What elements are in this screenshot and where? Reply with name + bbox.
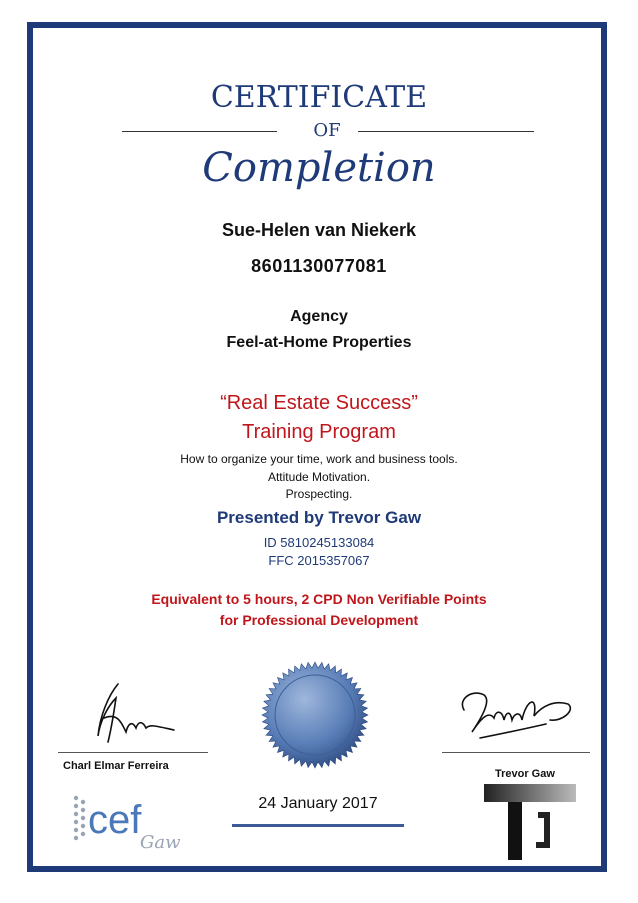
signature-right <box>450 680 580 750</box>
tj-logo <box>484 784 576 860</box>
agency-name: Feel-at-Home Properties <box>226 334 412 351</box>
cef-logo <box>70 788 190 853</box>
completion-title: Completion <box>202 145 436 191</box>
signatory-right-name: Trevor Gaw <box>495 768 555 780</box>
course-title: “Real Estate Success” <box>220 392 418 414</box>
description-line: How to organize your time, work and business tools. <box>180 452 458 466</box>
description-line: Attitude Motivation. <box>267 470 371 484</box>
divider-left <box>122 131 277 132</box>
certificate-title: CERTIFICATE <box>210 80 428 115</box>
date-underline <box>232 824 404 827</box>
signature-line-left <box>58 752 208 753</box>
signatory-left-name: Charl Elmar Ferreira <box>63 760 169 772</box>
presented-by: Presented by Trevor Gaw <box>216 508 422 527</box>
cpd-statement-2: for Professional Development <box>219 612 419 628</box>
description-line: Prospecting. <box>285 487 353 501</box>
agency-label: Agency <box>290 308 348 325</box>
recipient-name: Sue-Helen van Niekerk <box>221 220 417 240</box>
cpd-statement: Equivalent to 5 hours, 2 CPD Non Verifiable Points <box>151 591 487 607</box>
recipient-id: 8601130077081 <box>251 256 387 276</box>
signature-line-right <box>442 752 590 753</box>
seal-icon <box>260 660 370 770</box>
tj-logo-text: TJ <box>564 850 566 851</box>
presenter-ffc: FFC 2015357067 <box>268 553 370 568</box>
title-of-row <box>122 120 534 140</box>
signature-left <box>78 676 183 746</box>
issue-date: 24 January 2017 <box>258 795 378 812</box>
title-of: OF <box>313 120 341 141</box>
presenter-id: ID 5810245133084 <box>263 535 375 550</box>
cef-logo-script: Gaw <box>140 832 181 853</box>
divider-right <box>358 131 534 132</box>
cef-logo-text: cef <box>88 798 142 842</box>
course-subtitle: Training Program <box>242 421 396 443</box>
